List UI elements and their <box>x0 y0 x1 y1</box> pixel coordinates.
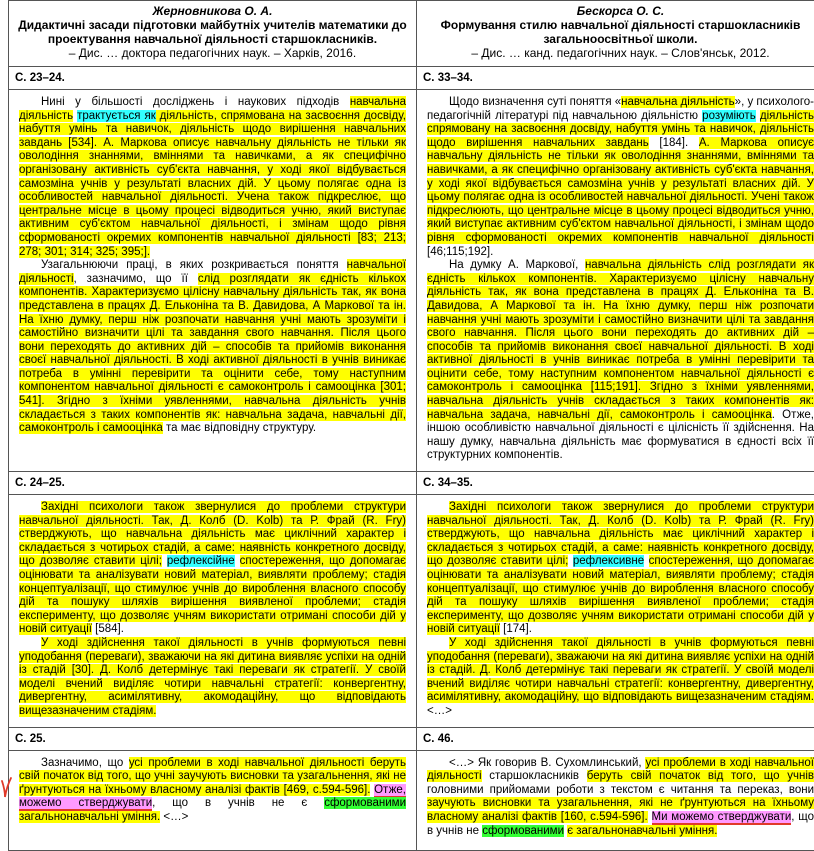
text-run: <…> <box>427 704 452 717</box>
highlighted-text: навчальна діяльність <box>19 96 406 122</box>
paragraph <box>427 637 814 719</box>
highlighted-text: усі проблеми в ході навчальної діяльності <box>427 756 814 783</box>
right-source: – Дис. … канд. педагогічних наук. – Слов'янськ, 2012. <box>471 46 770 60</box>
highlighted-text: Отже, можемо стверджувати <box>19 783 406 810</box>
paragraph <box>427 757 814 839</box>
text-run: Нині у більшості досліджень і наукових підходів <box>41 96 350 108</box>
text-run: та має відповідну структуру. <box>162 422 317 435</box>
highlighted-text: Західні психологи також звернулися до проблеми структури навчальної діяльності. Так, Д. Колб (D. Kolb) та Р. Фрай (R. Fry) стверджують, що навчальна діяльність має циклічний характер і складається з чотирьох стадій, а саме: наявність конкретного досвіду, що дозволяє ставити цілі; <box>427 501 814 568</box>
text-run: Узагальнюючи праці, в яких розкривається поняття <box>41 259 347 272</box>
highlighted-text: заучують висновки та узагальнення, які не ґрунтуються на їхньому власному аналізі фактів [160, с.594-596]. <box>427 797 814 823</box>
text-run: », у психолого-педагогічній літературі під навчальною діяльністю <box>427 96 814 122</box>
highlighted-text: спостереження, що допомагає оцінювати та аналізувати новий матеріал, виявляти проблему; стадія концептуалізації, що стимулює учнів до вироблення власного способу дій та пошуку шляхів вирішення виявленої проблеми; стадія експерименту, що дозволяє учням використати отримані способи дій у новій ситуації <box>19 555 407 636</box>
paragraph <box>19 96 406 259</box>
highlighted-text: спостереження, що допомагає оцінювати та аналізувати новий матеріал, виявляти проблему; стадія концептуалізації, що стимулює учнів до вироблення власного способу дій та пошуку шляхів вирішення виявленої проблеми; стадія експерименту, що дозволяє учням використати отримані способи дій у новій ситуації <box>427 555 814 636</box>
text-run: , що в учнів не є <box>152 797 325 810</box>
highlighted-text: сформованими <box>324 797 406 810</box>
left-page-label: С. 23–24. <box>9 67 417 90</box>
text-run <box>648 811 652 823</box>
text-run: , зазначимо, що її <box>73 272 198 285</box>
text-run: <…> <box>160 810 189 823</box>
left-text-cell <box>9 750 417 850</box>
text-run: [174]. <box>499 623 532 636</box>
handwritten-check-mark-icon <box>0 775 12 801</box>
left-page-label: С. 25. <box>9 727 417 750</box>
highlighted-text: діяльність, спрямована на засвоєння досвіду, набуття умінь та навичок, діяльність щодо вирішення навчальних завдань [534]. А. Маркова описує навчальну діяльність не тільки як оволодіння знаннями, вміннями та навичками, а як специфічно організовану активність суб'єкта навчання, у ході якої відбувається самозміна учнів у результаті власних дій. У цьому полягає одна із особливостей навчальної діяльності. Учена також підкреслює, що центральне місце в цьому процесі відводиться учню, який виступає активним суб'єктом навчальної діяльності, і змінам щодо рівня сформованості окремих компонентів навчальної діяльності [83; 213; 278; 301; 314; 325; 395;]. <box>19 109 406 258</box>
highlighted-text: У ході здійснення такої діяльності в учнів формуються певні уподобання (переваги), зважаючи на які дитина виявляє успіхи на одній із стадій. Д. Колб детермінує такі переваги як стратегії. У своїй моделі вчений виділяє чотири навчальні стратегії: конвергентну, дивергентну, асимілятивну, акомодаційну, що відповідають вищезазначеним стадіям. <box>427 636 814 704</box>
highlighted-text: трактується як <box>77 109 156 122</box>
left-text-cell <box>9 90 417 472</box>
text-run <box>235 555 240 567</box>
highlighted-text: слід розглядати як єдність кількох компонентів. Характеризуємо цілісну навчальну діяльність так, як вона представлена в працях Д. Ельконіна та В. Давидова, А Маркової та ін. На їхню думку, перш ніж розпочати навчання учні мають зрозуміти і самостійно визначити цілі та завдання свого навчання. Після цього вони переходять до активних дій – способів та прийомів виконання своєї навчальної діяльності. В ході активної діяльності в учнів виникає потреба в умінні перевірити та оцінити себе, тому наступним компонентом навчальної діяльності є самоконтроль і самооцінка [301; 541]. Згідно з їхніми уявленнями, навчальна діяльність учнів складається з таких компонентів як: навчальна задача, навчальні дії, самоконтроль і самооцінка <box>19 272 406 435</box>
highlighted-text: усі проблеми в ході навчальної діяльності беруть свій початок від того, що учні заучують висновки та узагальнення, які не ґрунтуються на їхньому власному аналізі фактів [469, с.594-596]. <box>19 756 406 796</box>
right-text-cell <box>417 90 814 472</box>
right-page-label: С. 34–35. <box>417 472 814 495</box>
left-source: – Дис. … доктора педагогічних наук. – Харків, 2016. <box>68 46 357 60</box>
paragraph <box>427 501 814 637</box>
section-label-row <box>9 67 814 90</box>
paragraph <box>19 259 406 436</box>
highlighted-text: навчальна діяльність <box>621 96 735 108</box>
left-page-label: С. 24–25. <box>9 472 417 495</box>
text-run: Зазначимо, що <box>41 756 129 769</box>
highlighted-text: діяльність спрямовану на засвоєння досвіду, набуття умінь та навичок, діяльність щодо вирішення навчальних завдань <box>427 109 814 149</box>
left-title: Дидактичні засади підготовки майбутніх учителів математики до проектування навчальної діяльності старшокласників. <box>18 18 407 46</box>
right-author: Бескорса О. С. <box>576 4 665 18</box>
paragraph <box>19 637 406 719</box>
text-run <box>644 555 648 567</box>
highlighted-text: Західні психологи також звернулися до проблеми структури навчальної діяльності. Так, Д. Колб (D. Kolb) та Р. Фрай (R. Fry) стверджують, що навчальна діяльність має циклічний характер і складається з чотирьох стадій, а саме: наявність конкретного досвіду, що дозволяє ставити цілі; <box>19 501 406 568</box>
right-title: Формування стилю навчальної діяльності старшокласників загальноосвітньої школи. <box>440 18 801 46</box>
left-header <box>9 1 417 67</box>
highlighted-text: А. Маркова описує навчальну діяльність не тільки як оволодіння знаннями, вміннями та навичками, а як специфічно організовану активність суб'єкта навчання, у ході якої відбувається самозміна учнів у результаті власних дій. У цьому полягає одна із особливостей навчальної діяльності. Учені також підкреслюють, що центральне місце в цьому процесі відводиться учню, який виступає активним суб'єктом навчальної діяльності, і змінам щодо рівня сформованості окремих компонентів навчальної діяльності <box>427 136 814 244</box>
highlighted-text: сформованими <box>482 824 564 837</box>
highlighted-text: є загальнонавчальні уміння. <box>567 824 718 837</box>
text-run: На думку А. Маркової, <box>449 259 585 272</box>
text-run: <…> Як говорив В. Сухомлинський, <box>449 756 646 769</box>
paragraph <box>19 757 406 825</box>
right-page-label: С. 33–34. <box>417 67 814 90</box>
text-run: [184]. <box>648 136 699 149</box>
paragraph <box>427 96 814 259</box>
section-label-row <box>9 727 814 750</box>
section-text-row <box>9 90 814 472</box>
right-text-cell <box>417 750 814 850</box>
section-text-row <box>9 750 814 850</box>
text-run: старшокласників <box>481 770 587 783</box>
highlighted-text: розуміють <box>702 109 756 122</box>
highlighted-text: рефлексійне <box>166 555 235 568</box>
text-run: . Отже, іншою особливістю навчальної діяльності є цілісність її здійснення. На нашу думку, навчальна діяльність має формуватися в єдності всіх її структурних компонентів. <box>427 408 814 462</box>
section-label-row <box>9 472 814 495</box>
highlighted-text: рефлексивне <box>572 555 645 568</box>
text-run: [584]. <box>91 623 124 636</box>
highlighted-text: беруть свій початок від того, що учнів <box>586 770 814 783</box>
highlighted-text: У ході здійснення такої діяльності в учнів формуються певні уподобання (переваги), зважаючи на які дитина виявляє успіхи на одній із стадій [30]. Д. Колб детермінує такі переваги як стратегії. У своїй моделі вчений виділяє чотири навчальні стратегії: конвергентну, дивергентну, асимілятивну, акомодаційну, що відповідають вищезазначеним стадіям. <box>19 636 406 717</box>
right-page-label: С. 46. <box>417 727 814 750</box>
text-run: [46;115;192]. <box>427 245 494 258</box>
left-text-cell <box>9 495 417 728</box>
paragraph <box>427 259 814 463</box>
comparison-table <box>8 0 814 851</box>
paragraph <box>19 501 406 637</box>
text-run: головними прийомами роботи з текстом є читання та переказ, вони <box>427 783 814 796</box>
left-author: Жерновникова О. А. <box>152 4 273 18</box>
right-text-cell <box>417 495 814 728</box>
section-text-row <box>9 495 814 728</box>
right-header <box>417 1 814 67</box>
header-row <box>9 1 814 67</box>
text-run: Щодо визначення суті поняття « <box>449 96 622 108</box>
highlighted-text: загальнонавчальні уміння. <box>19 810 161 823</box>
highlighted-text: навчальна діяльність слід розглядати як єдність кількох компонентів. Характеризуємо цілісну навчальну діяльність так, як вона представлена в працях Д. Ельконіна та В. Давидова, А Маркової та ін. На їхню думку, перш ніж розпочати навчання учні мають зрозуміти і самостійно визначити цілі та завдання свого навчання. Після цього вони переходять до активних дій – способів та прийомів виконання своєї навчальної діяльності. В ході активної діяльності в учнів виникає потреба в умінні перевірити та оцінити себе, тому наступним компонентом навчальної діяльності є самоконтроль і самооцінка [115;191]. Згідно з їхніми уявленнями, навчальна діяльність учнів складається з таких компонентів як: навчальна задача, навчальні дії, самоконтроль і самооцінка <box>427 259 814 421</box>
text-run: , що в учнів не <box>427 810 814 837</box>
highlighted-text: навчальної діяльності <box>19 259 406 285</box>
highlighted-text: Ми можемо стверджувати <box>651 810 792 823</box>
